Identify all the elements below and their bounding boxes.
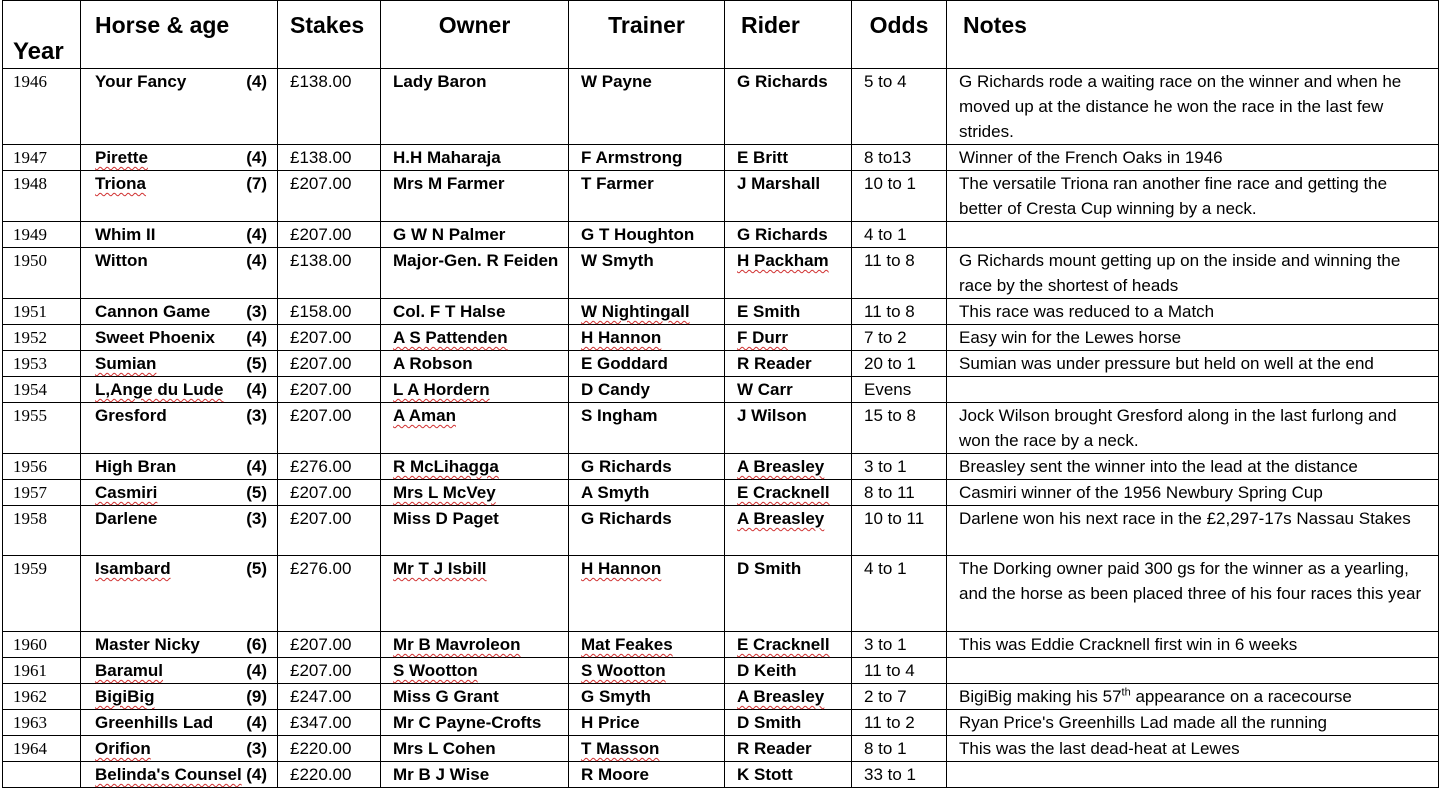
horse-cell bbox=[81, 762, 278, 788]
horse-age: (4) bbox=[246, 661, 267, 680]
trainer-cell: G T Houghton bbox=[569, 222, 725, 248]
horse-cell bbox=[81, 710, 278, 736]
odds-cell: 10 to 1 bbox=[852, 171, 947, 222]
table-row bbox=[3, 145, 1439, 171]
horse-cell bbox=[81, 658, 278, 684]
notes-cell: Easy win for the Lewes horse bbox=[947, 325, 1439, 351]
rider-cell: E Britt bbox=[725, 145, 852, 171]
year-cell: 1948 bbox=[3, 171, 81, 222]
notes-cell: G Richards rode a waiting race on the winner and when he moved up at the distance he won the race in the last few strides. bbox=[947, 69, 1439, 145]
trainer-cell bbox=[569, 299, 725, 325]
year-cell: 1960 bbox=[3, 632, 81, 658]
trainer-cell: A Smyth bbox=[569, 480, 725, 506]
rider-cell bbox=[725, 684, 852, 710]
trainer-name: W Nightingall bbox=[581, 302, 690, 321]
horse-cell bbox=[81, 377, 278, 403]
header-rider: Rider bbox=[725, 1, 852, 69]
trainer-cell bbox=[569, 325, 725, 351]
owner-cell bbox=[381, 454, 569, 480]
horse-cell bbox=[81, 248, 278, 299]
table-row bbox=[3, 222, 1439, 248]
year-cell: 1949 bbox=[3, 222, 81, 248]
stakes-cell: £276.00 bbox=[278, 556, 381, 632]
trainer-cell: H Price bbox=[569, 710, 725, 736]
rider-cell: D Smith bbox=[725, 556, 852, 632]
trainer-name: Mat Feakes bbox=[581, 635, 673, 654]
horse-name: Belinda's Counsel bbox=[95, 765, 242, 784]
table-row bbox=[3, 403, 1439, 454]
rider-cell bbox=[725, 248, 852, 299]
horse-name: Triona bbox=[95, 174, 147, 193]
stakes-cell: £207.00 bbox=[278, 171, 381, 222]
table-row bbox=[3, 736, 1439, 762]
results-table bbox=[2, 0, 1439, 788]
horse-age: (4) bbox=[246, 72, 267, 91]
horse-age: (4) bbox=[246, 148, 267, 167]
year-cell: 1954 bbox=[3, 377, 81, 403]
owner-cell: Miss D Paget bbox=[381, 506, 569, 556]
horse-age: (7) bbox=[246, 174, 267, 193]
horse-age: (9) bbox=[246, 687, 267, 706]
horse-cell bbox=[81, 222, 278, 248]
owner-cell: Mrs M Farmer bbox=[381, 171, 569, 222]
trainer-cell bbox=[569, 556, 725, 632]
owner-name: Mrs L McVey bbox=[393, 483, 496, 502]
table-row bbox=[3, 325, 1439, 351]
year-cell: 1964 bbox=[3, 736, 81, 762]
notes-cell bbox=[947, 658, 1439, 684]
header-owner: Owner bbox=[381, 1, 569, 69]
stakes-cell: £138.00 bbox=[278, 248, 381, 299]
table-row bbox=[3, 710, 1439, 736]
odds-cell: 15 to 8 bbox=[852, 403, 947, 454]
rider-cell: G Richards bbox=[725, 222, 852, 248]
horse-cell bbox=[81, 454, 278, 480]
horse-age: (4) bbox=[246, 380, 267, 399]
table-row bbox=[3, 171, 1439, 222]
trainer-cell bbox=[569, 658, 725, 684]
owner-name: R McLihagga bbox=[393, 457, 499, 476]
trainer-name: H Hannon bbox=[581, 559, 662, 578]
odds-cell: Evens bbox=[852, 377, 947, 403]
horse-name: Isambard bbox=[95, 559, 171, 578]
horse-name: Pirette bbox=[95, 148, 148, 167]
horse-cell bbox=[81, 69, 278, 145]
odds-cell: 10 to 11 bbox=[852, 506, 947, 556]
header-trainer: Trainer bbox=[569, 1, 725, 69]
table-row bbox=[3, 299, 1439, 325]
notes-cell bbox=[947, 684, 1439, 710]
horse-cell bbox=[81, 325, 278, 351]
table-row bbox=[3, 506, 1439, 556]
horse-age: (3) bbox=[246, 509, 267, 528]
stakes-cell: £207.00 bbox=[278, 222, 381, 248]
rider-cell: D Smith bbox=[725, 710, 852, 736]
horse-cell bbox=[81, 506, 278, 556]
table-row bbox=[3, 684, 1439, 710]
horse-age: (4) bbox=[246, 225, 267, 244]
trainer-cell: S Ingham bbox=[569, 403, 725, 454]
owner-cell bbox=[381, 403, 569, 454]
horse-age: (4) bbox=[246, 713, 267, 732]
odds-cell: 11 to 8 bbox=[852, 299, 947, 325]
table-row bbox=[3, 248, 1439, 299]
horse-name: Witton bbox=[95, 251, 148, 270]
owner-name: S Wootton bbox=[393, 661, 478, 680]
trainer-cell: F Armstrong bbox=[569, 145, 725, 171]
year-cell: 1946 bbox=[3, 69, 81, 145]
owner-cell: H.H Maharaja bbox=[381, 145, 569, 171]
horse-age: (5) bbox=[246, 559, 267, 578]
trainer-cell bbox=[569, 736, 725, 762]
horse-name: Gresford bbox=[95, 406, 167, 425]
trainer-cell: T Farmer bbox=[569, 171, 725, 222]
trainer-cell: R Moore bbox=[569, 762, 725, 788]
notes-cell: The Dorking owner paid 300 gs for the winner as a yearling, and the horse as been placed three of his four races this year bbox=[947, 556, 1439, 632]
stakes-cell: £207.00 bbox=[278, 351, 381, 377]
horse-name: Sweet Phoenix bbox=[95, 328, 215, 347]
rider-cell: K Stott bbox=[725, 762, 852, 788]
rider-cell bbox=[725, 480, 852, 506]
notes-cell: Darlene won his next race in the £2,297-17s Nassau Stakes bbox=[947, 506, 1439, 556]
odds-cell: 4 to 1 bbox=[852, 556, 947, 632]
table-row bbox=[3, 632, 1439, 658]
trainer-cell: G Richards bbox=[569, 506, 725, 556]
year-cell: 1963 bbox=[3, 710, 81, 736]
trainer-cell: W Payne bbox=[569, 69, 725, 145]
owner-cell: Major-Gen. R Feiden bbox=[381, 248, 569, 299]
stakes-cell: £207.00 bbox=[278, 480, 381, 506]
rider-cell: G Richards bbox=[725, 69, 852, 145]
stakes-cell: £158.00 bbox=[278, 299, 381, 325]
odds-cell: 2 to 7 bbox=[852, 684, 947, 710]
horse-name: Casmiri bbox=[95, 483, 158, 502]
rider-name: E Cracknell bbox=[737, 483, 830, 502]
table-row bbox=[3, 69, 1439, 145]
header-row bbox=[3, 1, 1439, 69]
horse-age: (4) bbox=[246, 328, 267, 347]
rider-cell: R Reader bbox=[725, 736, 852, 762]
rider-cell: J Marshall bbox=[725, 171, 852, 222]
trainer-name: H Hannon bbox=[581, 328, 662, 347]
rider-cell bbox=[725, 325, 852, 351]
rider-cell: J Wilson bbox=[725, 403, 852, 454]
odds-cell: 33 to 1 bbox=[852, 762, 947, 788]
trainer-name: S Wootton bbox=[581, 661, 666, 680]
notes-cell: This was the last dead-heat at Lewes bbox=[947, 736, 1439, 762]
stakes-cell: £207.00 bbox=[278, 632, 381, 658]
header-year: Year bbox=[3, 1, 81, 69]
stakes-cell: £207.00 bbox=[278, 403, 381, 454]
odds-cell: 7 to 2 bbox=[852, 325, 947, 351]
horse-name: Orifion bbox=[95, 739, 151, 758]
year-cell: 1951 bbox=[3, 299, 81, 325]
horse-age: (3) bbox=[246, 302, 267, 321]
owner-cell bbox=[381, 632, 569, 658]
notes-cell: G Richards mount getting up on the inside and winning the race by the shortest of heads bbox=[947, 248, 1439, 299]
horse-cell bbox=[81, 145, 278, 171]
table-row bbox=[3, 480, 1439, 506]
notes-cell bbox=[947, 222, 1439, 248]
rider-name: F Durr bbox=[737, 328, 788, 347]
horse-cell bbox=[81, 403, 278, 454]
trainer-cell: E Goddard bbox=[569, 351, 725, 377]
stakes-cell: £138.00 bbox=[278, 145, 381, 171]
year-cell: 1956 bbox=[3, 454, 81, 480]
notes-cell: Breasley sent the winner into the lead at the distance bbox=[947, 454, 1439, 480]
owner-cell: Col. F T Halse bbox=[381, 299, 569, 325]
horse-name: Sumian bbox=[95, 354, 157, 373]
horse-cell bbox=[81, 351, 278, 377]
year-cell: 1950 bbox=[3, 248, 81, 299]
stakes-cell: £220.00 bbox=[278, 762, 381, 788]
horse-name: Your Fancy bbox=[95, 72, 187, 91]
horse-age: (4) bbox=[246, 251, 267, 270]
horse-name: Master Nicky bbox=[95, 635, 200, 654]
odds-cell: 11 to 2 bbox=[852, 710, 947, 736]
owner-name: Mr B Mavroleon bbox=[393, 635, 521, 654]
stakes-cell: £207.00 bbox=[278, 658, 381, 684]
stakes-cell: £138.00 bbox=[278, 69, 381, 145]
owner-cell: Mrs L Cohen bbox=[381, 736, 569, 762]
notes-cell: This race was reduced to a Match bbox=[947, 299, 1439, 325]
year-cell: 1952 bbox=[3, 325, 81, 351]
horse-age: (4) bbox=[246, 765, 267, 784]
table-row bbox=[3, 556, 1439, 632]
owner-cell: Mr B J Wise bbox=[381, 762, 569, 788]
horse-age: (4) bbox=[246, 457, 267, 476]
year-cell: 1953 bbox=[3, 351, 81, 377]
stakes-cell: £247.00 bbox=[278, 684, 381, 710]
notes-cell: Ryan Price's Greenhills Lad made all the running bbox=[947, 710, 1439, 736]
year-cell: 1947 bbox=[3, 145, 81, 171]
table-row bbox=[3, 762, 1439, 788]
horse-name: Baramul bbox=[95, 661, 164, 680]
owner-cell bbox=[381, 377, 569, 403]
horse-age: (3) bbox=[246, 406, 267, 425]
owner-name: Mr T J Isbill bbox=[393, 559, 487, 578]
odds-cell: 5 to 4 bbox=[852, 69, 947, 145]
owner-cell bbox=[381, 480, 569, 506]
header-notes: Notes bbox=[947, 1, 1439, 69]
horse-age: (5) bbox=[246, 354, 267, 373]
horse-name: High Bran bbox=[95, 457, 177, 476]
owner-cell: Mr C Payne-Crofts bbox=[381, 710, 569, 736]
odds-cell: 8 to13 bbox=[852, 145, 947, 171]
header-horse: Horse & age bbox=[81, 1, 278, 69]
owner-cell: Lady Baron bbox=[381, 69, 569, 145]
horse-name: BigiBig bbox=[95, 687, 155, 706]
horse-name: L,Ange du Lude bbox=[95, 380, 224, 399]
notes-cell: This was Eddie Cracknell first win in 6 weeks bbox=[947, 632, 1439, 658]
year-cell: 1955 bbox=[3, 403, 81, 454]
odds-cell: 8 to 1 bbox=[852, 736, 947, 762]
notes-cell: Winner of the French Oaks in 1946 bbox=[947, 145, 1439, 171]
stakes-cell: £276.00 bbox=[278, 454, 381, 480]
rider-cell: W Carr bbox=[725, 377, 852, 403]
horse-age: (5) bbox=[246, 483, 267, 502]
trainer-cell: D Candy bbox=[569, 377, 725, 403]
horse-age: (6) bbox=[246, 635, 267, 654]
trainer-cell: G Smyth bbox=[569, 684, 725, 710]
owner-cell: A Robson bbox=[381, 351, 569, 377]
owner-cell: Miss G Grant bbox=[381, 684, 569, 710]
stakes-cell: £207.00 bbox=[278, 325, 381, 351]
notes-text: BigiBig making his 57 bbox=[959, 687, 1122, 706]
rider-name: A Breasley bbox=[737, 687, 825, 706]
horse-name: Whim II bbox=[95, 225, 156, 244]
owner-cell bbox=[381, 556, 569, 632]
odds-cell: 11 to 8 bbox=[852, 248, 947, 299]
notes-text-tail: appearance on a racecourse bbox=[1130, 687, 1352, 706]
horse-age: (3) bbox=[246, 739, 267, 758]
horse-cell bbox=[81, 171, 278, 222]
odds-cell: 3 to 1 bbox=[852, 632, 947, 658]
horse-name: Greenhills Lad bbox=[95, 713, 214, 732]
odds-cell: 4 to 1 bbox=[852, 222, 947, 248]
trainer-cell: G Richards bbox=[569, 454, 725, 480]
rider-cell: D Keith bbox=[725, 658, 852, 684]
table-row bbox=[3, 454, 1439, 480]
notes-cell: Sumian was under pressure but held on well at the end bbox=[947, 351, 1439, 377]
owner-name: L A Hordern bbox=[393, 380, 490, 399]
horse-cell bbox=[81, 632, 278, 658]
rider-cell: R Reader bbox=[725, 351, 852, 377]
year-cell: 1961 bbox=[3, 658, 81, 684]
table-row bbox=[3, 658, 1439, 684]
year-cell: 1962 bbox=[3, 684, 81, 710]
trainer-name: T Masson bbox=[581, 739, 660, 758]
stakes-cell: £220.00 bbox=[278, 736, 381, 762]
notes-ordinal: th bbox=[1121, 686, 1131, 699]
owner-name: A S Pattenden bbox=[393, 328, 508, 347]
rider-cell bbox=[725, 632, 852, 658]
notes-cell bbox=[947, 377, 1439, 403]
rider-name: A Breasley bbox=[737, 457, 825, 476]
horse-cell bbox=[81, 736, 278, 762]
rider-cell bbox=[725, 454, 852, 480]
header-odds: Odds bbox=[852, 1, 947, 69]
owner-cell: G W N Palmer bbox=[381, 222, 569, 248]
owner-name: A Aman bbox=[393, 406, 456, 425]
stakes-cell: £207.00 bbox=[278, 377, 381, 403]
horse-name: Darlene bbox=[95, 509, 158, 528]
stakes-cell: £347.00 bbox=[278, 710, 381, 736]
year-cell: 1959 bbox=[3, 556, 81, 632]
horse-cell bbox=[81, 299, 278, 325]
horse-cell bbox=[81, 684, 278, 710]
horse-name: Cannon Game bbox=[95, 302, 211, 321]
table-row bbox=[3, 377, 1439, 403]
rider-cell: E Smith bbox=[725, 299, 852, 325]
year-cell: 1957 bbox=[3, 480, 81, 506]
owner-cell bbox=[381, 658, 569, 684]
notes-cell bbox=[947, 762, 1439, 788]
horse-cell bbox=[81, 556, 278, 632]
odds-cell: 3 to 1 bbox=[852, 454, 947, 480]
rider-cell bbox=[725, 506, 852, 556]
notes-cell: The versatile Triona ran another fine race and getting the better of Cresta Cup winning by a neck. bbox=[947, 171, 1439, 222]
stakes-cell: £207.00 bbox=[278, 506, 381, 556]
rider-name: E Cracknell bbox=[737, 635, 830, 654]
trainer-cell bbox=[569, 632, 725, 658]
header-stakes: Stakes bbox=[278, 1, 381, 69]
year-cell: 1958 bbox=[3, 506, 81, 556]
odds-cell: 20 to 1 bbox=[852, 351, 947, 377]
trainer-cell: W Smyth bbox=[569, 248, 725, 299]
odds-cell: 11 to 4 bbox=[852, 658, 947, 684]
year-cell bbox=[3, 762, 81, 788]
notes-cell: Casmiri winner of the 1956 Newbury Spring Cup bbox=[947, 480, 1439, 506]
table-row bbox=[3, 351, 1439, 377]
rider-name: A Breasley bbox=[737, 509, 825, 528]
notes-cell: Jock Wilson brought Gresford along in the last furlong and won the race by a neck. bbox=[947, 403, 1439, 454]
owner-cell bbox=[381, 325, 569, 351]
horse-cell bbox=[81, 480, 278, 506]
odds-cell: 8 to 11 bbox=[852, 480, 947, 506]
rider-name: H Packham bbox=[737, 251, 829, 270]
